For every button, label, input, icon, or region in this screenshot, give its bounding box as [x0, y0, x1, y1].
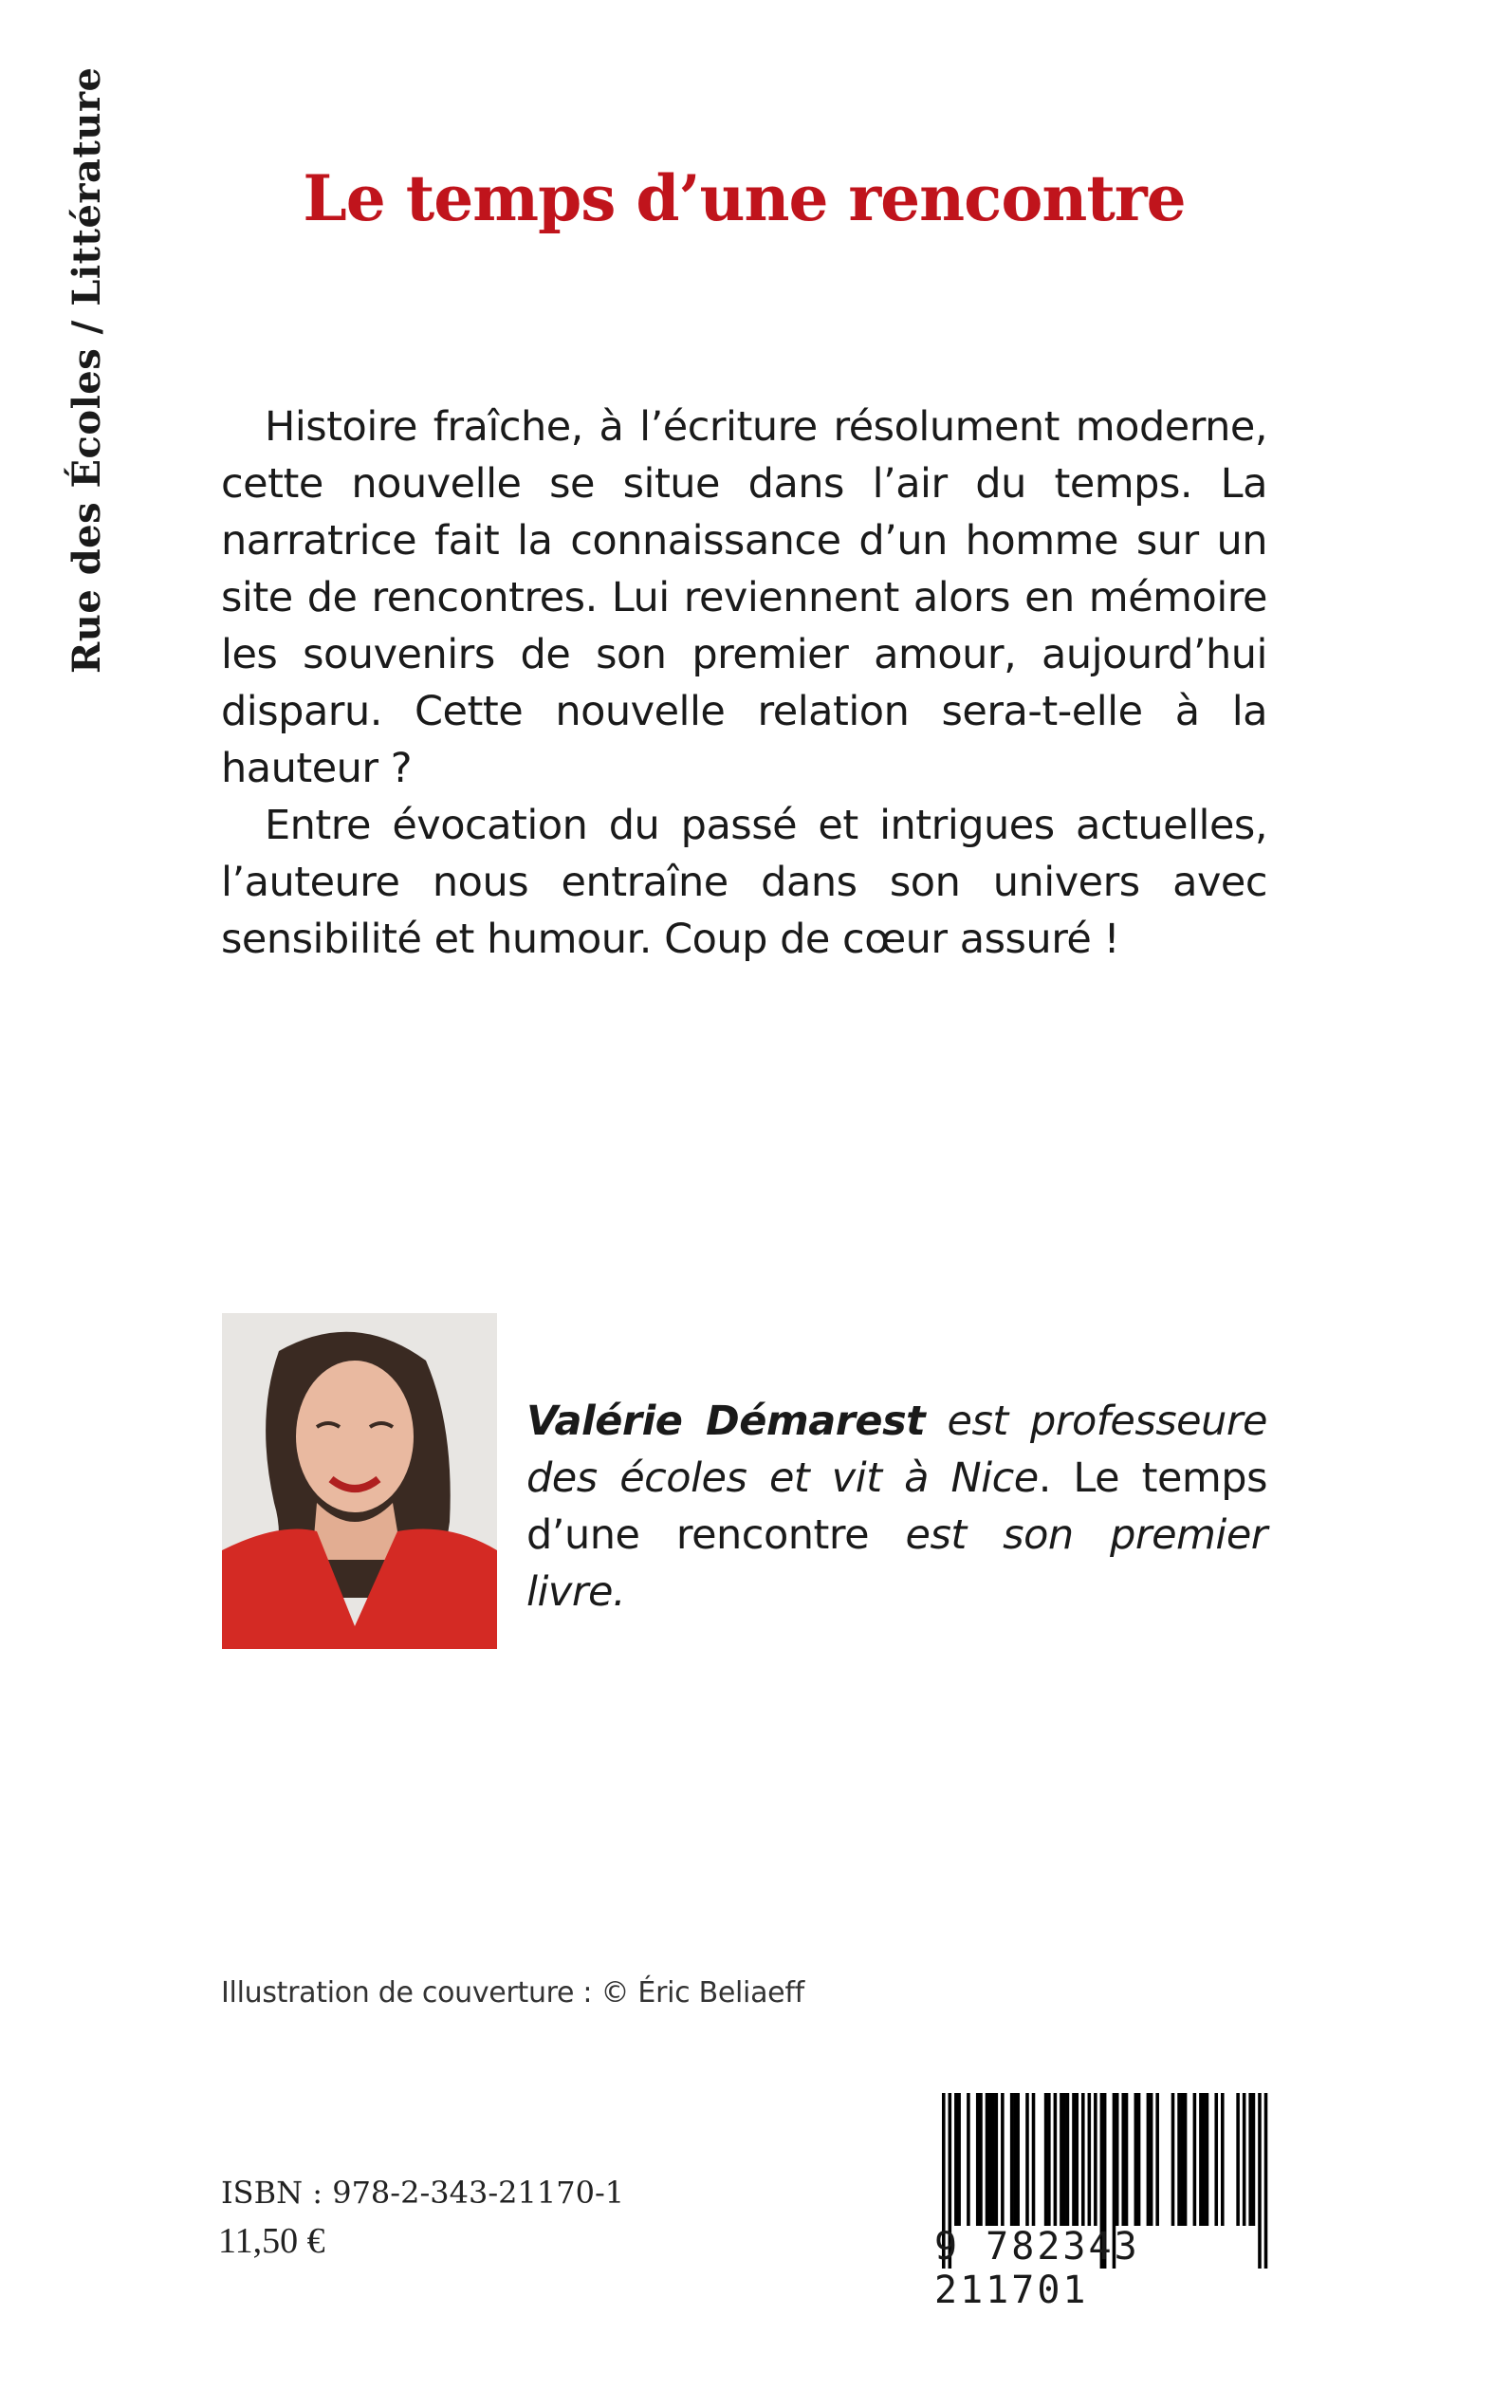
barcode-bar	[1155, 2093, 1159, 2226]
barcode-bar	[1032, 2093, 1036, 2226]
barcode-bar	[1171, 2093, 1175, 2226]
barcode-bar	[1206, 2093, 1209, 2226]
author-bio-text: est professeure des écoles et vit à Nice	[526, 1398, 1267, 1502]
barcode-bar	[1134, 2093, 1138, 2226]
author-bio-text: est son premier livre.	[526, 1511, 1267, 1616]
barcode-bar	[1248, 2093, 1252, 2226]
barcode-bar	[1202, 2093, 1206, 2226]
barcode-bar	[1243, 2093, 1246, 2226]
barcode-bar	[1193, 2093, 1197, 2226]
barcode-bar	[1001, 2093, 1005, 2226]
barcode-bar	[1047, 2093, 1051, 2226]
illustration-credit: Illustration de couverture : © Éric Beliaeff	[221, 1976, 804, 2010]
barcode-bar	[1199, 2093, 1203, 2226]
barcode-bar	[1147, 2093, 1151, 2226]
barcode-bar	[1121, 2093, 1125, 2226]
barcode-bar	[1054, 2093, 1058, 2226]
barcode-bar	[1184, 2093, 1188, 2226]
book-title: Le temps d’une rencontre	[303, 161, 1186, 235]
barcode-bar	[967, 2093, 970, 2226]
barcode-bar	[1252, 2093, 1256, 2226]
back-cover-blurb	[221, 398, 1267, 968]
barcode-bar	[1062, 2093, 1066, 2226]
barcode-bar	[988, 2093, 992, 2226]
barcode-bar	[1236, 2093, 1240, 2226]
author-bio-text: . Le temps d’une rencontre	[526, 1454, 1267, 1559]
barcode-digits: 9 782343 211701	[934, 2225, 1140, 2312]
blurb-paragraph: Entre évocation du passé et intrigues actuelles, l’auteure nous entraîne dans son univers avec sensibilité et humour. Coup de cœur assuré !	[221, 802, 1267, 963]
author-bio	[526, 1393, 1267, 1621]
barcode-bar	[1116, 2093, 1119, 2226]
barcode-bar	[1088, 2093, 1092, 2226]
barcode-bar	[1066, 2093, 1070, 2226]
barcode-bar	[1044, 2093, 1048, 2226]
barcode-bar	[1010, 2093, 1014, 2226]
author-name: Valérie Démarest	[526, 1398, 926, 1445]
barcode-bar	[995, 2093, 999, 2226]
barcode-bar	[1094, 2093, 1097, 2226]
barcode-bar	[1013, 2093, 1017, 2226]
barcode-bar	[1221, 2093, 1225, 2226]
barcode-bar	[1081, 2093, 1085, 2226]
author-photo	[222, 1313, 497, 1649]
barcode-bar	[991, 2093, 995, 2226]
barcode-bar	[1025, 2093, 1029, 2226]
barcode-bar	[1177, 2093, 1181, 2226]
barcode-bar	[1060, 2093, 1063, 2226]
barcode-bar	[1072, 2093, 1076, 2226]
barcode-bar	[1075, 2093, 1079, 2226]
barcode-bar	[1214, 2093, 1218, 2226]
barcode-bar	[1137, 2093, 1141, 2226]
isbn: ISBN : 978-2-343-21170-1	[221, 2175, 625, 2211]
barcode-bar	[976, 2093, 980, 2226]
barcode-bar	[986, 2093, 989, 2226]
price: 11,50 €	[218, 2221, 325, 2261]
barcode-bar	[954, 2093, 958, 2226]
blurb-paragraph: Histoire fraîche, à l’écriture résolument moderne, cette nouvelle se situe dans l’air du temps. La narratrice fait la connaissance d’un homme sur un site de rencontres. Lui reviennent alors en mémoire les souvenirs de son premier amour, aujourd’hui disparu. Cette nouvelle relation sera-t-elle à la hauteur ?	[221, 403, 1267, 792]
barcode-bar	[1125, 2093, 1129, 2226]
barcode-bar	[1016, 2093, 1020, 2226]
spine-collection-label: Rue des Écoles / Littérature	[65, 66, 109, 674]
barcode-bar	[979, 2093, 983, 2226]
barcode-bar	[957, 2093, 961, 2226]
barcode-bar	[1181, 2093, 1185, 2226]
barcode-bar	[1150, 2093, 1153, 2226]
